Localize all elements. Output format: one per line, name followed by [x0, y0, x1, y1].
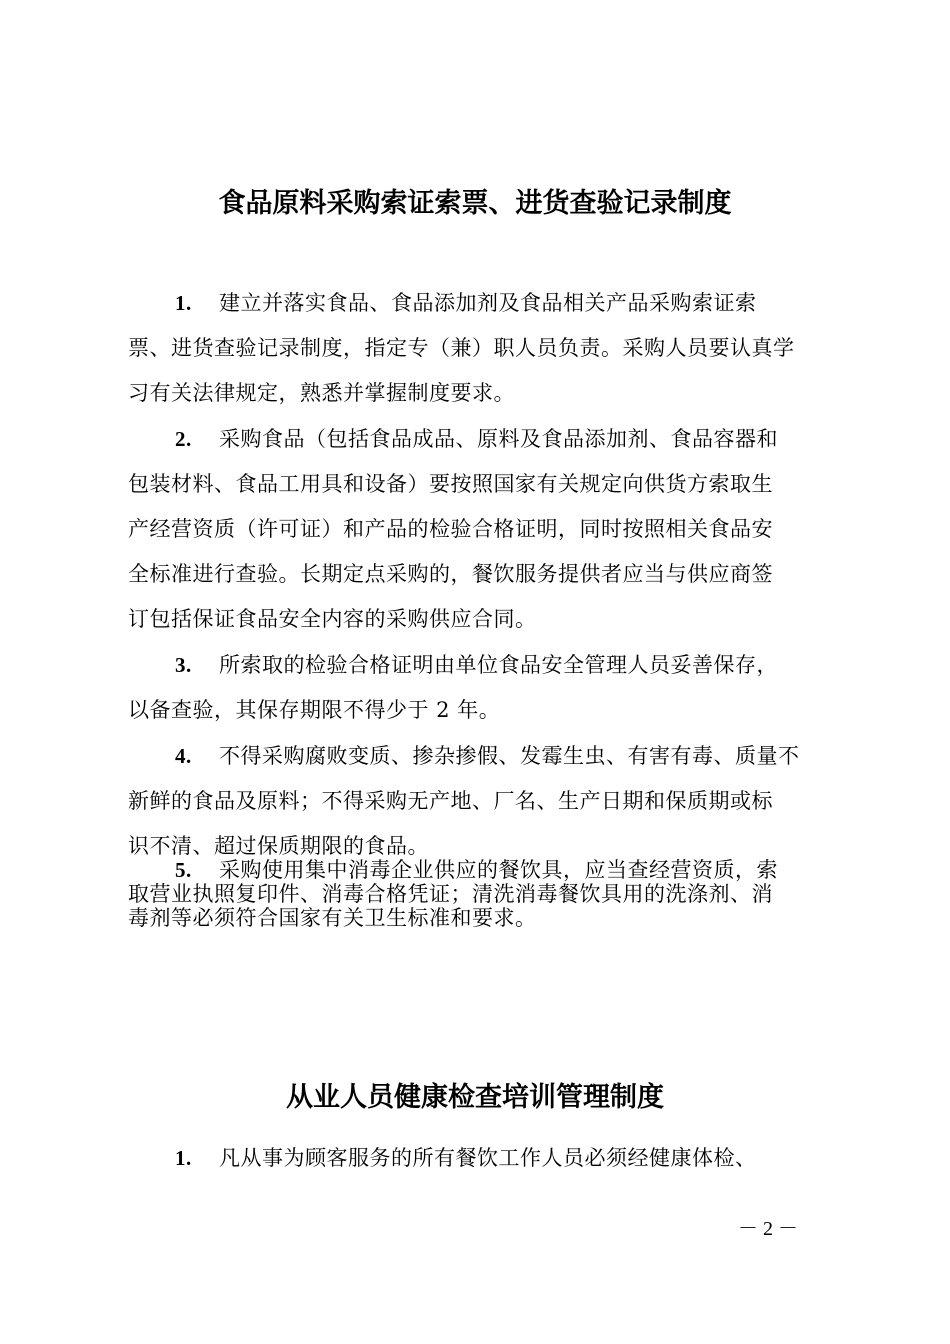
clause-line — [128, 417, 840, 462]
clause-text: 所索取的检验合格证明由单位食品安全管理人员妥善保存， — [219, 653, 778, 677]
clause-number: 4. — [175, 744, 192, 768]
clause-number: 3. — [175, 653, 192, 677]
clause-line: 习有关法律规定，熟悉并掌握制度要求。 — [128, 381, 515, 405]
clause-line: 以备查验，其保存期限不得少于 2 年。 — [128, 698, 501, 722]
clause-text: 凡从事为顾客服务的所有餐饮工作人员必须经健康体检、 — [219, 1146, 757, 1170]
clause-number: 1. — [175, 1146, 192, 1170]
clause-text: 采购使用集中消毒企业供应的餐饮具，应当查经营资质，索 — [219, 858, 778, 882]
clause-line: 产经营资质（许可证）和产品的检验合格证明，同时按照相关食品安 — [128, 517, 773, 541]
clause-4 — [128, 734, 840, 869]
clause-line — [128, 734, 840, 779]
clause-3 — [128, 643, 840, 733]
clause-5 — [128, 858, 840, 930]
clause-line: 包装材料、食品工用具和设备）要按照国家有关规定向供货方索取生 — [128, 472, 773, 496]
clause-number: 5. — [175, 858, 192, 882]
clause-text: 不得采购腐败变质、掺杂掺假、发霉生虫、有害有毒、质量不 — [219, 744, 800, 768]
section-title: 从业人员健康检查培训管理制度 — [286, 1082, 664, 1113]
clause-text: 建立并落实食品、食品添加剂及食品相关产品采购索证索 — [219, 291, 757, 315]
clause-line — [128, 643, 840, 688]
clause-line: 全标准进行查验。长期定点采购的，餐饮服务提供者应当与供应商签 — [128, 562, 773, 586]
clause-line: 新鲜的食品及原料；不得采购无产地、厂名、生产日期和保质期或标 — [128, 789, 773, 813]
clause-text: 采购食品（包括食品成品、原料及食品添加剂、食品容器和 — [219, 427, 778, 451]
clause-number: 1. — [175, 291, 192, 315]
clause-line: 票、进货查验记录制度，指定专（兼）职人员负责。采购人员要认真学 — [128, 336, 795, 360]
clause-line — [128, 1136, 840, 1181]
clause-line: 识不清、超过保质期限的食品。 — [128, 834, 429, 858]
document-title: 食品原料采购索证索票、进货查验记录制度 — [218, 188, 732, 219]
clause-number: 2. — [175, 427, 192, 451]
clause-2 — [128, 417, 840, 642]
clause-1 — [128, 281, 840, 416]
clause-line: 取营业执照复印件、消毒合格凭证；清洗消毒餐饮具用的洗涤剂、消 — [128, 882, 773, 906]
clause-line: 订包括保证食品安全内容的采购供应合同。 — [128, 607, 537, 631]
clause-1 — [128, 1136, 840, 1181]
page-number: － 2 － — [738, 1218, 798, 1240]
clause-line — [128, 281, 840, 326]
clause-line: 毒剂等必须符合国家有关卫生标准和要求。 — [128, 906, 537, 930]
clause-line — [128, 858, 840, 882]
